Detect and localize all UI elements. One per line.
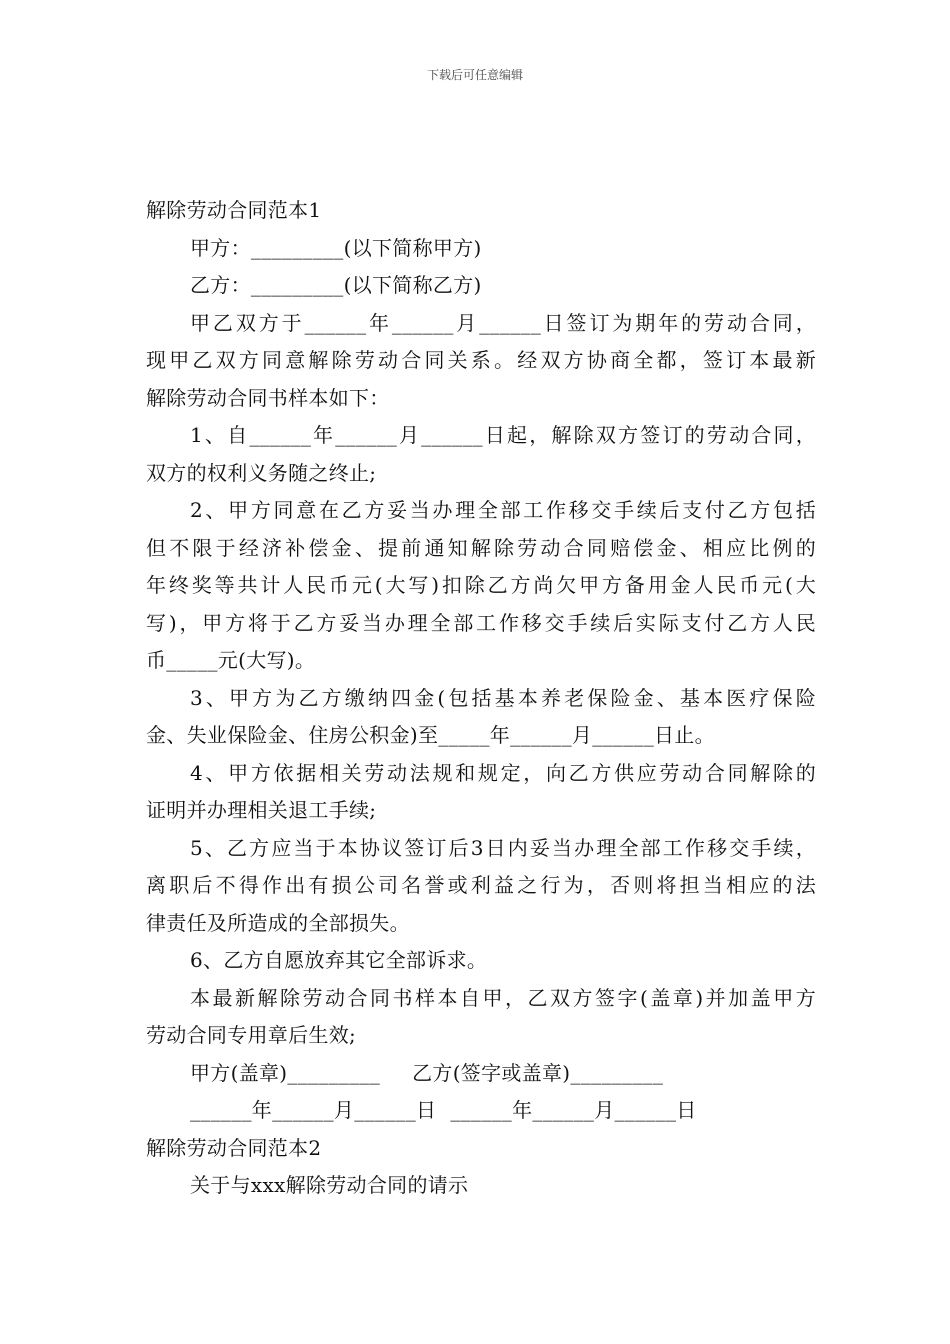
signature-party-b: 乙方(签字或盖章)_________ (412, 1060, 664, 1085)
clause-2-line-3: 年终奖等共计人民币元(大写)扣除乙方尚欠甲方备用金人民币元(大 (146, 573, 816, 597)
intro-line-3: 解除劳动合同书样本如下： (146, 385, 390, 410)
effective-line-2: 劳动合同专用章后生效; (146, 1023, 357, 1047)
clause-3-line-1: 3、甲方为乙方缴纳四金(包括基本养老保险金、基本医疗保险 (190, 685, 816, 710)
signature-date-b: ______年______月______日 (450, 1098, 697, 1122)
clause-2-line-4: 写)，甲方将于乙方妥当办理全部工作移交手续后实际支付乙方人民 (146, 610, 816, 635)
document-body (146, 192, 816, 1205)
party-b-line: 乙方：_________(以下简称乙方) (190, 273, 482, 297)
clause-1-line-2: 双方的权利义务随之终止; (146, 460, 377, 485)
clause-2-line-2: 但不限于经济补偿金、提前通知解除劳动合同赔偿金、相应比例的 (146, 535, 816, 560)
clause-5-line-1: 5、乙方应当于本协议签订后3日内妥当办理全部工作移交手续， (190, 835, 816, 860)
section-title-2: 解除劳动合同范本2 (146, 1135, 322, 1160)
signature-row (146, 1055, 816, 1093)
intro-line-1: 甲乙双方于______年______月______日签订为期年的劳动合同， (190, 310, 816, 335)
clause-4-line-2: 证明并办理相关退工手续; (146, 798, 377, 822)
signature-date-row (146, 1092, 816, 1130)
page-header-note: 下载后可任意编辑 (426, 68, 523, 82)
signature-party-a: 甲方(盖章)_________ (190, 1060, 381, 1085)
effective-line-1: 本最新解除劳动合同书样本自甲，乙双方签字(盖章)并加盖甲方 (190, 985, 816, 1010)
signature-date-a: ______年______月______日 (190, 1098, 437, 1122)
clause-6-line: 6、乙方自愿放弃其它全部诉求。 (190, 948, 488, 972)
section-title-1: 解除劳动合同范本1 (146, 198, 322, 222)
clause-2-line-5: 币_____元(大写)。 (146, 648, 316, 672)
party-a-line: 甲方：_________(以下简称甲方) (190, 235, 482, 260)
intro-line-2: 现甲乙双方同意解除劳动合同关系。经双方协商全都，签订本最新 (146, 348, 816, 372)
clause-1-line-1: 1、自______年______月______日起，解除双方签订的劳动合同， (190, 423, 816, 447)
clause-2-line-1: 2、甲方同意在乙方妥当办理全部工作移交手续后支付乙方包括 (190, 498, 816, 522)
clause-3-line-2: 金、失业保险金、住房公积金)至_____年______月______日止。 (146, 723, 715, 747)
clause-5-line-3: 律责任及所造成的全部损失。 (146, 910, 410, 935)
clause-5-line-2: 离职后不得作出有损公司名誉或利益之行为，否则将担当相应的法 (146, 873, 816, 897)
request-title: 关于与xxx解除劳动合同的请示 (190, 1173, 469, 1197)
clause-4-line-1: 4、甲方依据相关劳动法规和规定，向乙方供应劳动合同解除的 (190, 760, 816, 785)
